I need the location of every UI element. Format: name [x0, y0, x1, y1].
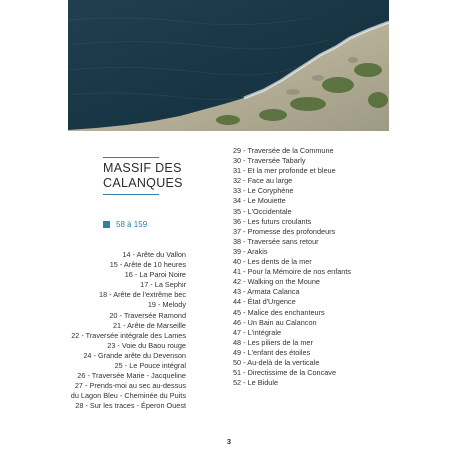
- route-item: 39 - Arakis: [233, 246, 268, 256]
- route-item: 22 - Traversée intégrale des Lames: [71, 330, 186, 340]
- route-item: 31 - Et la mer profonde et bleue: [233, 166, 336, 176]
- route-item: 26 - Traversée Marie - Jacqueline: [77, 371, 186, 381]
- page-number: 3: [226, 437, 232, 446]
- route-item: 16 - La Paroi Noire: [124, 270, 186, 280]
- route-item: 45 - Malice des enchanteurs: [233, 307, 325, 317]
- route-list-right: [233, 146, 351, 388]
- route-item: 28 - Sur les traces - Éperon Ouest: [75, 401, 186, 411]
- section-title: [103, 161, 193, 191]
- route-item: 33 - Le Coryphène: [233, 186, 294, 196]
- route-item: 24 - Grande arête du Devenson: [83, 350, 186, 360]
- square-bullet-icon: [103, 221, 110, 228]
- route-item: 29 - Traversée de la Commune: [233, 146, 334, 155]
- route-item: 27 - Prends-moi au sec au-dessus: [74, 381, 186, 391]
- route-item: 44 - État d'Urgence: [233, 297, 296, 307]
- heading-top-rule: [103, 157, 159, 158]
- route-item: 14 - Arête du Vallon: [122, 250, 186, 259]
- route-item: 21 - Arête de Marseille: [112, 320, 186, 330]
- route-item: 15 - Arête de 10 heures: [109, 260, 186, 270]
- route-item: 30 - Traversée Tabarly: [233, 156, 306, 166]
- page-range: [103, 220, 147, 229]
- route-item: 37 - Promesse des profondeurs: [233, 226, 336, 236]
- route-item: 51 - Directissime de la Concave: [233, 368, 337, 378]
- route-item: 50 - Au-delà de la verticale: [233, 357, 320, 367]
- route-item: 49 - L'enfant des étoiles: [233, 347, 311, 357]
- cover-photo: [68, 0, 389, 131]
- route-item: 43 - Armata Calanca: [233, 287, 300, 297]
- route-item: 36 - Les futurs croulants: [233, 216, 312, 226]
- route-item: 40 - Les dents de la mer: [233, 257, 312, 267]
- route-list-left: [71, 250, 186, 412]
- route-item: 48 - Les piliers de la mer: [233, 337, 313, 347]
- route-item: 42 - Walking on the Moune: [233, 277, 320, 287]
- route-item: 35 - L'Occidentale: [233, 206, 292, 216]
- page-range-label: 58 à 159: [116, 220, 148, 229]
- section-heading: [103, 157, 193, 195]
- route-item: 32 - Face au large: [233, 176, 293, 186]
- route-item: 47 - L'intégrale: [233, 327, 282, 337]
- title-line-1: MASSIF DES: [103, 161, 182, 175]
- route-item: 23 - Voie du Baou rouge: [107, 340, 186, 350]
- route-item: 38 - Traversée sans retour: [233, 236, 319, 246]
- heading-bottom-rule: [103, 194, 159, 195]
- route-item: 17 - La Sephir: [140, 280, 186, 290]
- route-item: 25 - Le Pouce intégral: [114, 361, 186, 371]
- route-item: 46 - Un Bain au Calancon: [233, 317, 317, 327]
- route-item: 19 - Melody: [147, 300, 186, 310]
- coastline-photo-illustration: [68, 0, 389, 131]
- route-item: 20 - Traversée Ramond: [109, 310, 186, 320]
- route-item: 52 - Le Bidule: [233, 378, 279, 388]
- title-line-2: CALANQUES: [103, 176, 183, 190]
- route-item: 41 - Pour la Mémoire de nos enfants: [233, 267, 352, 277]
- route-item: 18 - Arête de l'extrême bec: [99, 290, 186, 300]
- route-item: du Lagon Bleu - Cheminée du Puits: [70, 391, 186, 401]
- route-item: 34 - Le Mouiette: [233, 196, 286, 206]
